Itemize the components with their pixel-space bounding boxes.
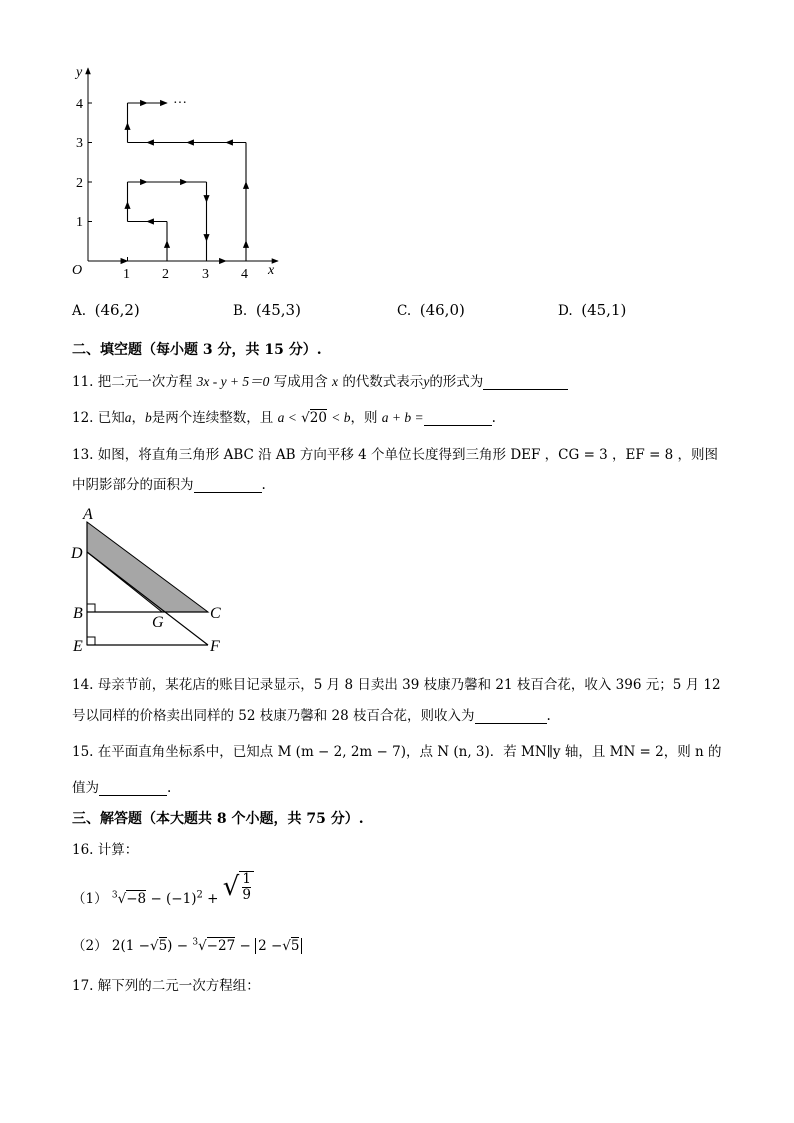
q14-answer-blank[interactable] — [475, 708, 547, 724]
q16-1-frac-den: 9 — [242, 887, 251, 903]
q16-2-p1: 2(1 − — [111, 938, 150, 954]
q15-number: 15. — [72, 744, 94, 760]
q16-number: 16. — [72, 842, 94, 858]
q15-answer-blank[interactable] — [99, 780, 167, 796]
q13-line1-text: 如图，将直角三角形 ABC 沿 AB 方向平移 4 个单位长度得到三角形 DEF ，CG = 3 ，EF = 8 ，则图 — [97, 447, 719, 463]
q16-2-r1: 5 — [158, 938, 168, 954]
label-D: D — [71, 545, 83, 562]
q12-sqrt-value: 20 — [309, 410, 327, 426]
question-11 — [72, 370, 568, 390]
choice-a-letter: A. — [72, 303, 87, 319]
q16-1-label: （1） — [72, 890, 108, 907]
q11-var-y: y — [423, 374, 430, 389]
q16-1-sqrt-fraction: √ $\frac{1}{9}$ — [223, 871, 254, 903]
choice-c-letter: C. — [397, 303, 412, 319]
question-14-line2 — [72, 704, 551, 724]
question-12 — [72, 406, 496, 426]
y-axis-label: y — [76, 65, 83, 80]
q16-2-r2: −27 — [206, 938, 236, 954]
q11-post: 的形式为 — [429, 374, 484, 390]
q12-mid2: ，则 — [350, 410, 378, 426]
question-17 — [72, 974, 260, 994]
q16-1-power: 2 — [196, 889, 203, 900]
x-tick-4: 4 — [241, 267, 248, 282]
question-14-line1 — [72, 673, 721, 693]
q14-line1-text: 母亲节前，某花店的账目记录显示，5 月 8 日卖出 39 枝康乃馨和 21 枝百合花，收入 396 元；5 月 12 — [97, 677, 721, 693]
q11-mid: 写成用含 — [273, 374, 328, 390]
choice-a-value: (46,2) — [94, 301, 140, 319]
q12-ineq-right: < b — [331, 410, 351, 425]
question-16-part2: （2） 2(1 −√5) − $^3$√−27 − 2 −√5 — [72, 934, 302, 954]
choice-d[interactable] — [558, 301, 626, 319]
q13-line2-text: 中阴影部分的面积为 — [72, 477, 194, 493]
choice-c-value: (46,0) — [419, 301, 465, 319]
choice-c[interactable] — [397, 301, 465, 319]
q16-text: 计算： — [97, 842, 139, 858]
x-tick-3: 3 — [202, 267, 209, 282]
q14-number: 14. — [72, 677, 94, 693]
q12-answer-blank[interactable] — [424, 410, 492, 426]
label-F: F — [210, 638, 220, 655]
y-tick-1: 1 — [76, 215, 83, 230]
q11-pre: 把二元一次方程 — [97, 374, 193, 390]
q11-number: 11. — [72, 374, 94, 390]
q16-2-root-index: 3 — [192, 937, 199, 948]
q17-number: 17. — [72, 978, 94, 994]
choice-b-letter: B. — [233, 303, 248, 319]
q12-sqrt: √20 — [301, 410, 327, 426]
label-B: B — [73, 605, 83, 622]
q12-pre: 已知 — [97, 410, 125, 426]
choice-a[interactable] — [72, 301, 140, 319]
section3-title: 三、解答题（本大题共 8 个小题，共 75 分）. — [72, 811, 364, 827]
q11-answer-blank[interactable] — [483, 374, 568, 390]
label-C: C — [210, 605, 221, 622]
q16-1-plus: + — [207, 890, 219, 907]
q14-line2-text: 号以同样的价格卖出同样的 52 枝康乃馨和 28 枝百合花，则收入为 — [72, 708, 475, 724]
q15-line1-text: 在平面直角坐标系中，已知点 M (m − 2, 2m − 7)，点 N (n, 3)．若 MN∥y 轴，且 MN = 2，则 n 的 — [97, 744, 722, 760]
question-15-line1 — [72, 740, 722, 760]
section2-title: 二、填空题（每小题 3 分，共 15 分）. — [72, 342, 322, 358]
q16-2-p2: ) − — [167, 938, 189, 954]
y-tick-4: 4 — [76, 97, 83, 112]
triangle-figure — [68, 502, 238, 662]
choice-b[interactable] — [233, 301, 301, 319]
question-16-part1: （1） $^3√-8 - (-1)^2$ + √ $\frac{1}{9}$ — [72, 873, 254, 913]
q16-2-abs: 2 −√5 — [255, 938, 302, 954]
question-16 — [72, 838, 138, 858]
y-tick-3: 3 — [76, 136, 83, 151]
lattice-path-graph — [60, 62, 290, 282]
choice-d-value: (45,1) — [581, 301, 627, 319]
q12-mid: 是两个连续整数，且 — [151, 410, 274, 426]
q13-answer-blank[interactable] — [194, 477, 262, 493]
q11-mid2: 的代数式表示 — [342, 374, 424, 390]
q13-post: . — [261, 477, 266, 493]
q12-sep: ， — [131, 410, 146, 426]
q12-number: 12. — [72, 410, 94, 426]
q12-var-a: a — [124, 410, 132, 425]
q11-equation: 3x - y + 5＝0 — [196, 374, 270, 389]
q14-post: . — [546, 708, 551, 724]
x-tick-1: 1 — [123, 267, 130, 282]
label-E: E — [73, 638, 83, 655]
q16-1-mid: − (−1) — [150, 890, 197, 907]
question-15-line2 — [72, 776, 171, 796]
x-axis-label: x — [268, 263, 275, 278]
q16-1-radicand: −8 — [126, 890, 147, 907]
label-G: G — [152, 614, 164, 631]
x-tick-2: 2 — [162, 267, 169, 282]
q16-2-label: （2） — [72, 938, 108, 954]
q12-post: . — [491, 410, 496, 426]
q15-post: . — [167, 780, 172, 796]
origin-label: O — [72, 263, 83, 278]
q12-var-b: b — [145, 410, 152, 425]
q15-line2-text: 值为 — [72, 780, 99, 796]
q12-sum: a + b = — [381, 410, 424, 425]
q16-2-p4: 2 − — [258, 938, 283, 954]
ellipsis-label: ··· — [173, 96, 187, 111]
q16-2-p3: − — [239, 938, 251, 954]
choice-b-value: (45,3) — [255, 301, 301, 319]
choice-d-letter: D. — [558, 303, 573, 319]
q16-1-root-index: 3 — [111, 890, 118, 900]
q13-number: 13. — [72, 447, 94, 463]
label-A: A — [83, 506, 93, 523]
y-tick-2: 2 — [76, 176, 83, 191]
question-13-line2 — [72, 473, 266, 493]
q16-2-r3: 5 — [290, 938, 300, 954]
q11-var-x: x — [332, 374, 339, 389]
q12-ineq-left: a < — [277, 410, 297, 425]
question-13-line1 — [72, 443, 718, 463]
q17-text: 解下列的二元一次方程组： — [97, 978, 260, 994]
q16-1-frac-num: 1 — [242, 871, 251, 887]
